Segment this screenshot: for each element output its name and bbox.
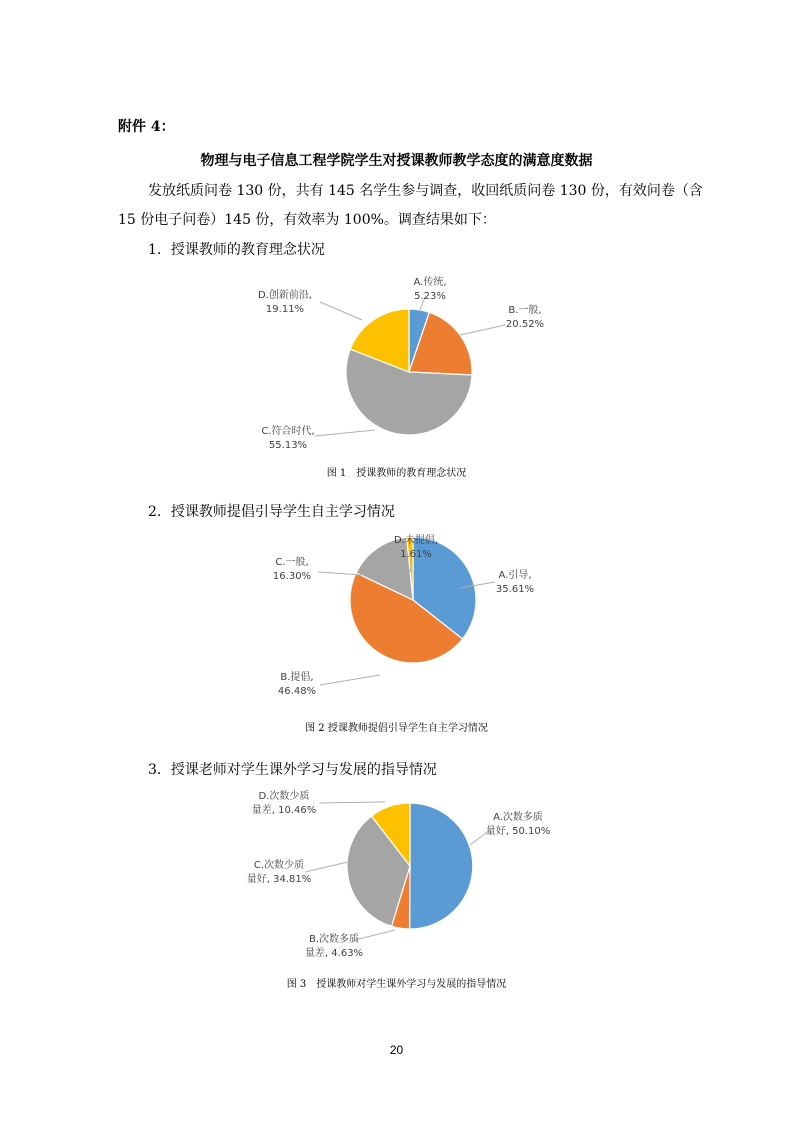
- pie-3-data-label-b: B.次数多质量差, 4.63%: [304, 934, 364, 959]
- pie-chart-3: [0, 790, 793, 970]
- pie-1-data-label-b: B.一般, 20.52%: [505, 305, 545, 330]
- pie-3-leader-line-c: [305, 862, 348, 872]
- pie-2-data-label-c: C.一般, 16.30%: [272, 557, 312, 582]
- pie-3-data-label-a: A.次数多质量好, 50.10%: [485, 812, 551, 837]
- page-number: 20: [389, 1043, 404, 1057]
- section-3-heading: 3．授课老师对学生课外学习与发展的指导情况: [148, 762, 437, 778]
- pie-1-leader-line-b: [460, 325, 505, 335]
- pie-chart-2: [0, 530, 793, 710]
- pie-3-data-label-c: C.次数少质量好, 34.81%: [246, 860, 312, 885]
- pie-3-slice-a: [410, 803, 473, 929]
- pie-2-data-label-d: D.未提倡, 1.61%: [393, 535, 439, 560]
- pie-2-data-label-a: A.引导, 35.61%: [495, 570, 535, 595]
- section-1-heading: 1．授课教师的教育理念状况: [148, 242, 325, 258]
- pie-1-data-label-c: C.符合时代, 55.13%: [261, 426, 315, 451]
- figure-1-caption: 图 1 授课教师的教育理念状况: [326, 468, 467, 479]
- pie-3-leader-line-b: [355, 930, 395, 940]
- section-2-heading: 2．授课教师提倡引导学生自主学习情况: [148, 504, 395, 520]
- pie-1-leader-line-c: [315, 430, 375, 436]
- pie-chart-1: [0, 270, 793, 470]
- figure-3-caption: 图 3 授课教师对学生课外学习与发展的指导情况: [286, 979, 507, 990]
- figure-2-caption: 图 2 授课教师提倡引导学生自主学习情况: [305, 723, 488, 734]
- pie-1-leader-line-d: [320, 302, 362, 320]
- intro-paragraph-line-1: 发放纸质问卷 130 份，共有 145 名学生参与调查，收回纸质问卷 130 份，有效问卷（含: [148, 183, 703, 199]
- attachment-label: 附件 4：: [118, 119, 175, 135]
- pie-3-leader-line-d: [320, 802, 385, 803]
- document-title: 物理与电子信息工程学院学生对授课教师教学态度的满意度数据: [200, 153, 593, 169]
- pie-1-data-label-d: D.创新前沿, 19.11%: [257, 290, 313, 315]
- pie-2-leader-line-b: [320, 675, 380, 685]
- pie-3-data-label-d: D.次数少质量差, 10.46%: [251, 791, 317, 816]
- intro-paragraph-line-2: 15 份电子问卷）145 份，有效率为 100%。调查结果如下：: [118, 212, 496, 228]
- pie-1-data-label-a: A.传统, 5.23%: [413, 277, 447, 302]
- pie-2-data-label-b: B.提倡, 46.48%: [277, 672, 317, 697]
